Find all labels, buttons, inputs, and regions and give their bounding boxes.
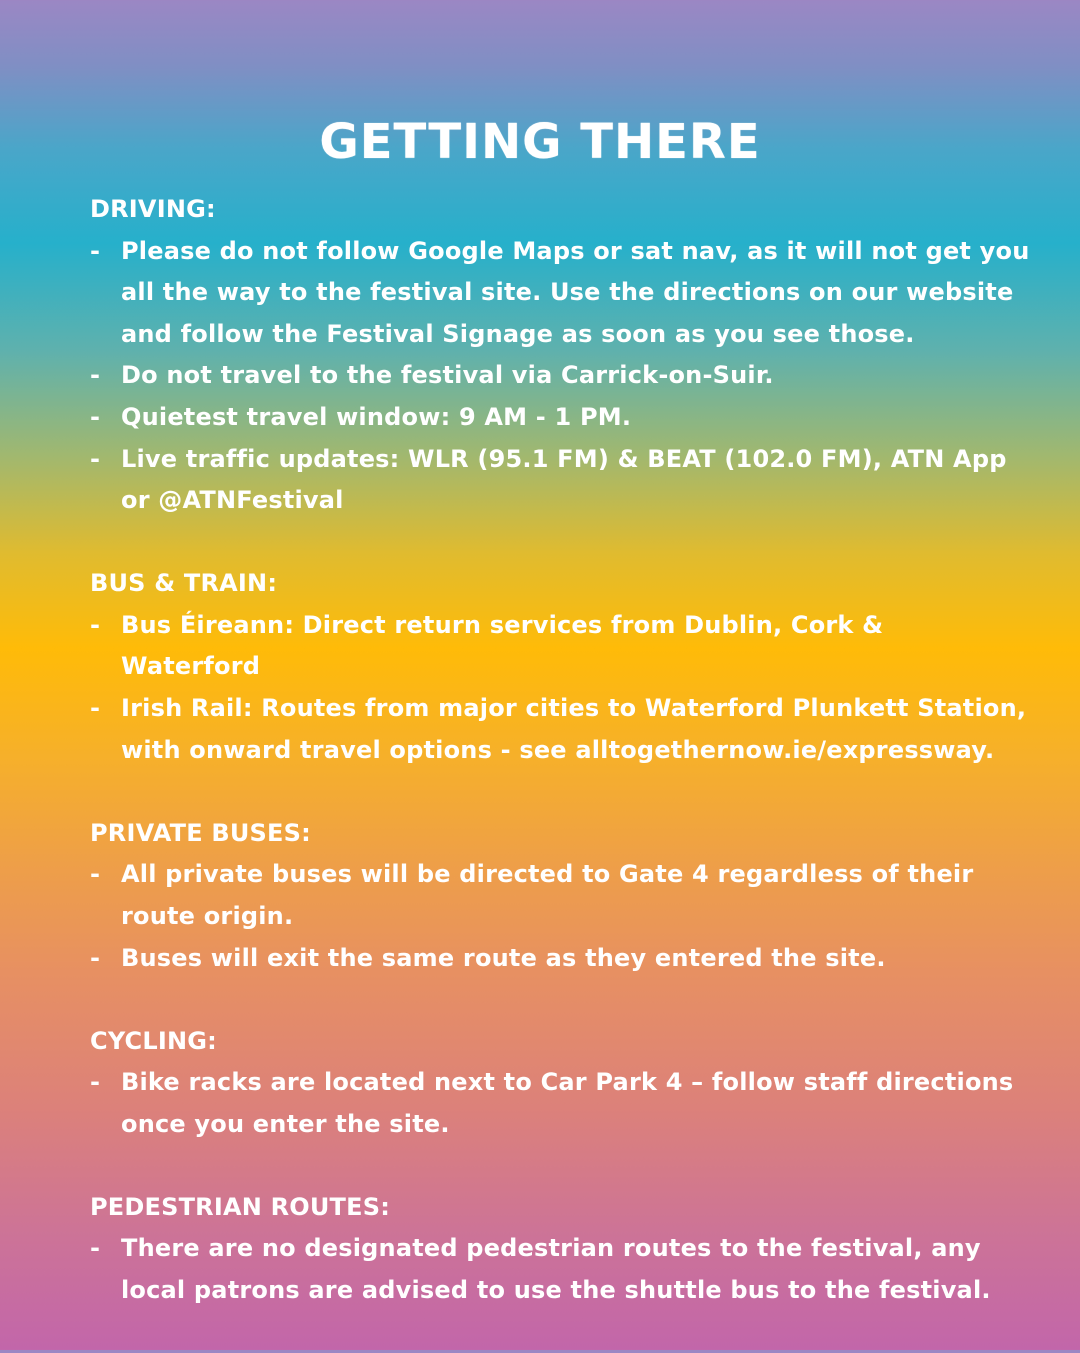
section-private-buses <box>90 813 1030 979</box>
section-cycling <box>90 1021 1030 1146</box>
bullet-dash: - <box>90 1234 101 1263</box>
section-driving <box>90 189 1030 522</box>
section-heading-cycling: CYCLING: <box>90 1026 217 1055</box>
bus-train-list <box>90 605 1030 771</box>
list-item-text: Bus Éireann: Direct return services from Dublin, Cork & Waterford <box>121 610 884 681</box>
bullet-dash: - <box>90 860 101 889</box>
bullet-dash: - <box>90 943 101 972</box>
section-pedestrian-routes <box>90 1187 1030 1312</box>
cycling-list <box>90 1062 1030 1145</box>
pedestrian-routes-list <box>90 1228 1030 1311</box>
page-title: GETTING THERE <box>319 114 761 170</box>
list-item <box>90 231 1030 356</box>
list-item <box>90 605 1030 688</box>
list-item-text: Bike racks are located next to Car Park 4 – follow staff directions once you enter the site. <box>121 1068 1014 1138</box>
list-item-text: Quietest travel window: 9 AM - 1 PM. <box>121 402 632 431</box>
list-item-text: All private buses will be directed to Gate 4 regardless of their route origin. <box>121 860 974 930</box>
private-buses-list <box>90 854 1030 979</box>
list-item-text: Live traffic updates: WLR (95.1 FM) & BEAT (102.0 FM), ATN App or @ATNFestival <box>121 444 1007 515</box>
section-heading-private-buses: PRIVATE BUSES: <box>90 818 311 847</box>
list-item <box>90 439 1030 522</box>
list-item-text: Buses will exit the same route as they entered the site. <box>121 943 886 972</box>
list-item <box>90 397 1030 439</box>
bullet-dash: - <box>90 236 101 265</box>
driving-list <box>90 231 1030 522</box>
bullet-dash: - <box>90 1068 101 1097</box>
bullet-dash: - <box>90 444 101 473</box>
list-item <box>90 355 1030 397</box>
list-item-text: There are no designated pedestrian routes to the festival, any local patrons are advised to use the shuttle bus to the festival. <box>121 1234 991 1305</box>
section-heading-pedestrian-routes: PEDESTRIAN ROUTES: <box>90 1192 391 1221</box>
directions-content <box>90 189 1030 1353</box>
section-heading-bus-train: BUS & TRAIN: <box>90 569 278 598</box>
section-bus-train <box>90 563 1030 771</box>
list-item <box>90 854 1030 937</box>
list-item <box>90 1228 1030 1311</box>
section-heading-driving: DRIVING: <box>90 195 216 223</box>
list-item-text: Do not travel to the festival via Carrick-on-Suir. <box>121 361 774 390</box>
list-item-text: Please do not follow Google Maps or sat nav, as it will not get you all the way to the festival site. Use the directions on our website and follow the Festival Signage as soon as you see those. <box>121 236 1030 348</box>
list-item <box>90 938 1030 980</box>
list-item <box>90 688 1030 771</box>
bullet-dash: - <box>90 402 101 431</box>
list-item-text: Irish Rail: Routes from major cities to Waterford Plunkett Station, with onward travel options - see alltogethernow.ie/expressway. <box>121 694 1027 764</box>
list-item <box>90 1062 1030 1145</box>
bullet-dash: - <box>90 694 101 723</box>
bullet-dash: - <box>90 361 101 390</box>
bullet-dash: - <box>90 610 101 639</box>
